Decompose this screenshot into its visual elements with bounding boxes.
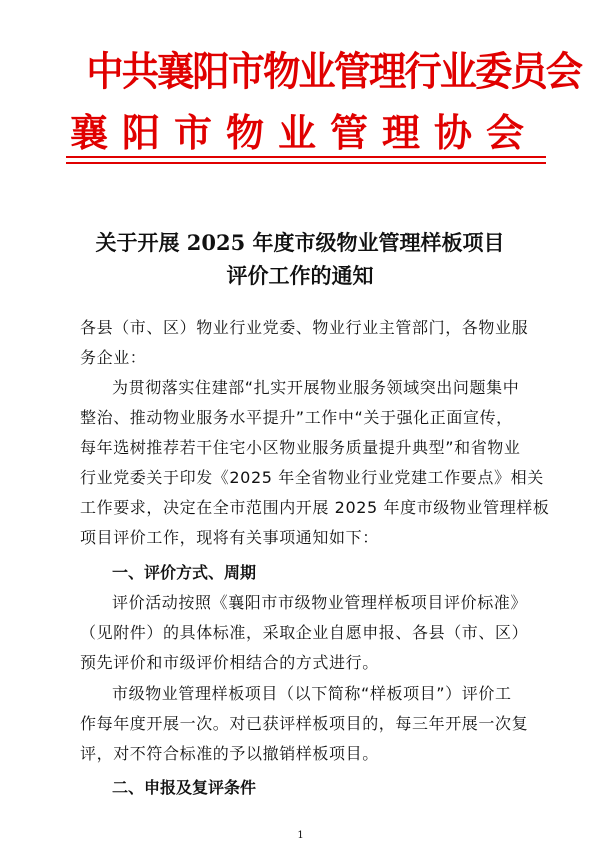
section1-para2-line: 市级物业管理样板项目（以下简称“样板项目”）评价工 [112, 684, 512, 703]
section1-para1-line: 预先评价和市级评价相结合的方式进行。 [80, 653, 379, 672]
salutation-line1: 各县（市、区）物业行业党委、物业行业主管部门，各物业服 [80, 318, 529, 337]
section1-para2-line: 作每年度开展一次。对已获评样板项目的，每三年开展一次复 [80, 714, 529, 733]
intro-line: 为贯彻落实住建部“扎实开展物业服务领域突出问题集中 [112, 378, 520, 397]
section1-para1-line: （见附件）的具体标准，采取企业自愿申报、各县（市、区） [80, 623, 529, 642]
intro-line: 项目评价工作，现将有关事项通知如下： [80, 528, 379, 547]
letterhead-association-name: 襄阳市物业管理协会 [70, 110, 539, 155]
page-number: 1 [297, 830, 304, 841]
intro-line: 每年选树推荐若干住宅小区物业服务质量提升典型”和省物业 [80, 438, 521, 457]
section2-heading: 二、申报及复评条件 [112, 778, 257, 797]
section1-para1-line: 评价活动按照《襄阳市市级物业管理样板项目评价标准》 [112, 593, 528, 612]
section1-para2-line: 评，对不符合标准的予以撤销样板项目。 [80, 744, 379, 763]
letterhead-rule-top [66, 156, 546, 158]
section1-heading: 一、评价方式、周期 [112, 563, 257, 582]
salutation-line2: 务企业： [80, 348, 147, 367]
letterhead-committee-name: 中共襄阳市物业管理行业委员会 [86, 48, 582, 95]
intro-line: 行业党委关于印发《2025 年全省物业行业党建工作要点》相关 [80, 468, 544, 487]
document-title-line2: 评价工作的通知 [226, 263, 374, 288]
document-title-line1: 关于开展 2025 年度市级物业管理样板项目 [95, 230, 505, 255]
intro-line: 整治、推动物业服务水平提升”工作中“关于强化正面宣传， [80, 408, 513, 427]
intro-line: 工作要求，决定在全市范围内开展 2025 年度市级物业管理样板 [80, 498, 550, 517]
letterhead-rule-bottom [66, 162, 546, 164]
